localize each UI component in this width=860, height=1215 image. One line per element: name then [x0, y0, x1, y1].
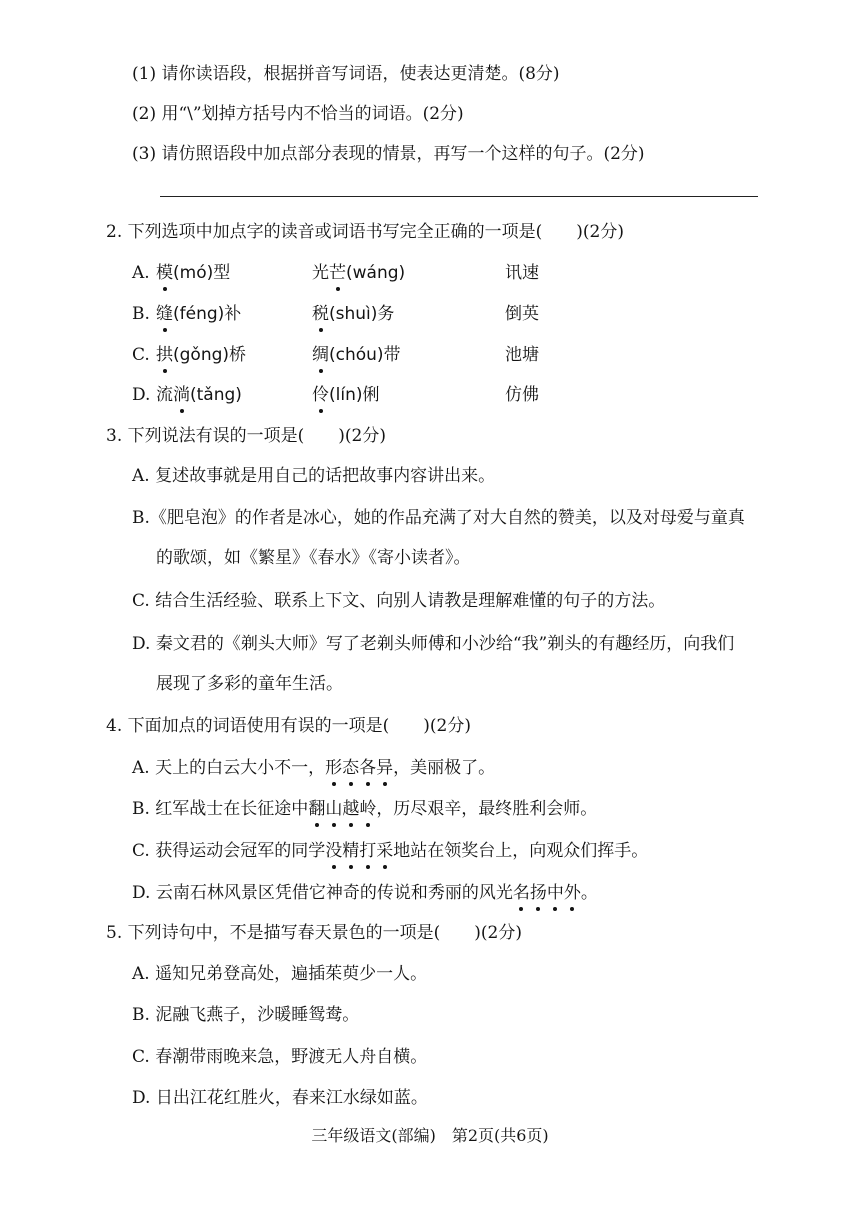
pinyin: (tǎng) [190, 385, 242, 405]
q4-option-c [132, 839, 648, 863]
q2-option-c-word3: 池塘 [505, 345, 539, 365]
dotted-char: 打 [359, 841, 377, 861]
q2-option-b-word1 [156, 302, 241, 326]
sentence-end: ，历尽艰辛，最终胜利会师。 [376, 799, 598, 819]
dotted-char: 形 [325, 758, 343, 778]
q2-option-c-letter: C. [132, 345, 150, 365]
word-prefix: 光 [312, 263, 329, 283]
sub-question-3: (3) 请仿照语段中加点部分表现的情景，再写一个这样的句子。(2分) [132, 144, 645, 164]
q2-option-a-word1 [156, 261, 230, 285]
q2-option-d-word3: 仿佛 [505, 385, 539, 405]
q2-option-a-letter: A. [132, 263, 150, 283]
q3-option-b-line2: 的歌颂，如《繁星》《春水》《寄小读者》。 [156, 548, 471, 568]
dotted-char: 拱 [156, 345, 173, 365]
question-4-stem: 4. 下面加点的词语使用有误的一项是( )(2分) [106, 716, 471, 736]
q5-option-a: A. 遥知兄弟登高处，遍插茱萸少一人。 [132, 964, 428, 984]
sentence-start: C. 获得运动会冠军的同学 [132, 841, 326, 861]
pinyin: (shuì) [329, 304, 378, 324]
q3-option-d-line1: D. 秦文君的《剃头大师》写了老剃头师傅和小沙给“我”剃头的有趣经历，向我们 [132, 634, 735, 654]
dotted-char: 淌 [173, 385, 190, 405]
q4-option-a [132, 756, 495, 780]
page-footer: 三年级语文(部编) 第2页(共6页) [311, 1126, 549, 1145]
pinyin: (wáng) [346, 263, 406, 283]
q5-option-d: D. 日出江花红胜火，春来江水绿如蓝。 [132, 1088, 428, 1108]
q2-option-b-word3: 倒英 [505, 304, 539, 324]
q2-option-b-word2 [312, 302, 394, 326]
dotted-char: 伶 [312, 385, 329, 405]
word-rest: 带 [383, 345, 401, 365]
pinyin: (chóu) [329, 345, 384, 365]
pinyin: (gǒng) [173, 345, 230, 365]
pinyin: (mó) [173, 263, 214, 283]
word-rest: 补 [224, 304, 242, 324]
dotted-char: 采 [376, 841, 394, 861]
q4-option-d [132, 881, 598, 905]
dotted-char: 芒 [329, 263, 346, 283]
q3-option-b-line1: B.《肥皂泡》的作者是冰心，她的作品充满了对大自然的赞美，以及对母爱与童真 [132, 508, 745, 528]
word-prefix: 流 [156, 385, 173, 405]
q3-option-d-line2: 展现了多彩的童年生活。 [156, 674, 343, 694]
sentence-end: 地站在领奖台上，向观众们挥手。 [393, 841, 649, 861]
q4-option-b [132, 797, 597, 821]
word-rest: 俐 [362, 385, 380, 405]
sentence-end: 。 [580, 883, 598, 903]
q2-option-d-word2 [312, 383, 380, 407]
q2-option-a-word3: 讯速 [505, 263, 539, 283]
sub-question-2: (2) 用“\”划掉方括号内不恰当的词语。(2分) [132, 104, 464, 124]
word-rest: 型 [213, 263, 231, 283]
dotted-char: 中 [546, 883, 564, 903]
sentence-start: D. 云南石林风景区凭借它神奇的传说和秀丽的风光 [132, 883, 513, 903]
question-2-stem: 2. 下列选项中加点字的读音或词语书写完全正确的一项是( )(2分) [106, 222, 624, 242]
sub-question-1: (1) 请你读语段，根据拼音写词语，使表达更清楚。(8分) [132, 64, 560, 84]
question-3-stem: 3. 下列说法有误的一项是( )(2分) [106, 426, 386, 446]
dotted-char: 山 [325, 799, 343, 819]
q2-option-d-letter: D. [132, 385, 151, 405]
dotted-char: 税 [312, 304, 329, 324]
sentence-start: B. 红军战士在长征途中 [132, 799, 309, 819]
q3-option-a: A. 复述故事就是用自己的话把故事内容讲出来。 [132, 466, 496, 486]
q2-option-a-word2 [312, 261, 405, 285]
dotted-char: 模 [156, 263, 173, 283]
dotted-char: 外 [563, 883, 581, 903]
q2-option-d-word1 [156, 383, 242, 407]
dotted-char: 越 [342, 799, 360, 819]
q5-option-b: B. 泥融飞燕子，沙暖睡鸳鸯。 [132, 1005, 360, 1025]
dotted-char: 绸 [312, 345, 329, 365]
sentence-end: ，美丽极了。 [393, 758, 496, 778]
word-rest: 桥 [229, 345, 247, 365]
dotted-char: 缝 [156, 304, 173, 324]
word-rest: 务 [377, 304, 395, 324]
dotted-char: 岭 [359, 799, 377, 819]
q3-option-c: C. 结合生活经验、联系上下文、向别人请教是理解难懂的句子的方法。 [132, 591, 666, 611]
pinyin: (féng) [173, 304, 225, 324]
q2-option-b-letter: B. [132, 304, 150, 324]
dotted-char: 异 [376, 758, 394, 778]
pinyin: (lín) [329, 385, 363, 405]
dotted-char: 各 [359, 758, 377, 778]
dotted-char: 扬 [529, 883, 547, 903]
q5-option-c: C. 春潮带雨晚来急，野渡无人舟自横。 [132, 1047, 428, 1067]
dotted-char: 名 [512, 883, 530, 903]
sentence-start: A. 天上的白云大小不一， [132, 758, 326, 778]
dotted-char: 精 [342, 841, 360, 861]
dotted-char: 翻 [308, 799, 326, 819]
q2-option-c-word2 [312, 343, 401, 367]
answer-blank-line[interactable] [160, 196, 758, 197]
dotted-char: 没 [325, 841, 343, 861]
question-5-stem: 5. 下列诗句中，不是描写春天景色的一项是( )(2分) [106, 923, 522, 943]
q2-option-c-word1 [156, 343, 246, 367]
dotted-char: 态 [342, 758, 360, 778]
